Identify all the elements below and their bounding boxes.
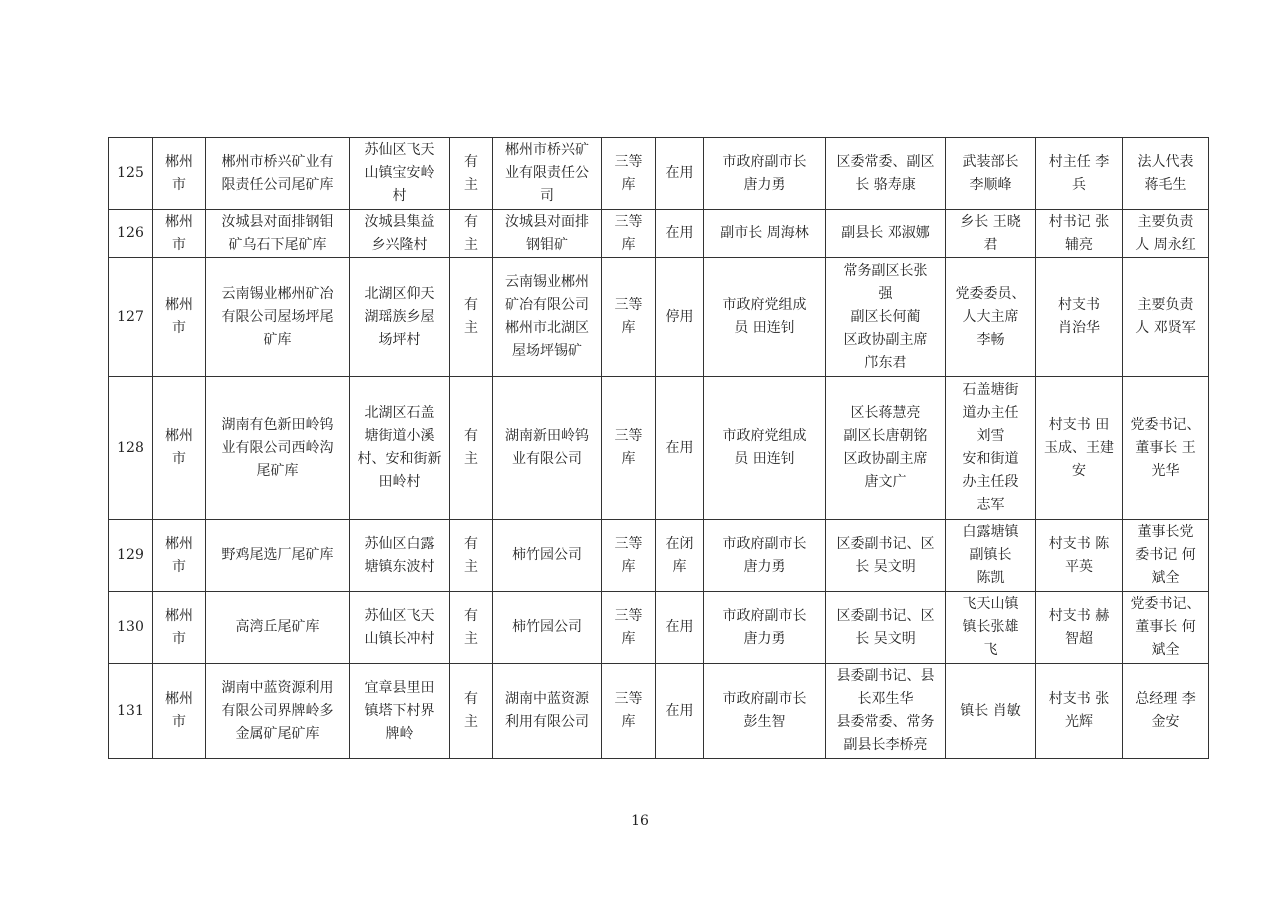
owner-status-cell: 有 主 [450, 210, 493, 258]
usage-status: 在用 [656, 664, 704, 759]
table-row [109, 377, 1209, 520]
dam-grade: 三等 库 [602, 377, 656, 520]
table-row [109, 592, 1209, 664]
table-row [109, 258, 1209, 377]
owning-company: 柿竹园公司 [493, 520, 602, 592]
village-leader: 村支书 张 光辉 [1036, 664, 1123, 759]
dam-grade: 三等 库 [602, 258, 656, 377]
county-leader: 区委常委、副区 长 骆寿康 [826, 138, 946, 210]
tailings-dam-name: 郴州市桥兴矿业有 限责任公司尾矿库 [206, 138, 350, 210]
row-number: 125 [109, 138, 153, 210]
owner-status-cell: 有 主 [450, 138, 493, 210]
row-number: 126 [109, 210, 153, 258]
village-leader: 村支书 陈 平英 [1036, 520, 1123, 592]
town-leader: 武装部长 李顺峰 [946, 138, 1036, 210]
city-gov-leader: 市政府党组成 员 田连钊 [704, 377, 826, 520]
company-leader: 法人代表 蒋毛生 [1123, 138, 1209, 210]
city-cell: 郴州 市 [153, 210, 206, 258]
city-cell: 郴州 市 [153, 138, 206, 210]
dam-grade: 三等 库 [602, 210, 656, 258]
village-leader: 村支书 田 玉成、王建 安 [1036, 377, 1123, 520]
owning-company: 汝城县对面排 钢钼矿 [493, 210, 602, 258]
city-gov-leader: 市政府副市长 唐力勇 [704, 520, 826, 592]
dam-grade: 三等 库 [602, 664, 656, 759]
table-row [109, 520, 1209, 592]
owner-status-cell: 有 主 [450, 664, 493, 759]
usage-status: 在用 [656, 210, 704, 258]
page-number: 16 [631, 813, 649, 829]
row-number: 128 [109, 377, 153, 520]
city-gov-leader: 市政府副市长 唐力勇 [704, 138, 826, 210]
table-body [109, 138, 1209, 759]
owning-company: 湖南新田岭钨 业有限公司 [493, 377, 602, 520]
county-leader: 县委副书记、县 长邓生华 县委常委、常务 副县长李桥亮 [826, 664, 946, 759]
tailings-dam-name: 湖南中蓝资源利用 有限公司界牌岭多 金属矿尾矿库 [206, 664, 350, 759]
owner-status-cell: 有 主 [450, 377, 493, 520]
company-leader: 党委书记、 董事长 何 斌全 [1123, 592, 1209, 664]
location-cell: 北湖区仰天 湖瑶族乡屋 场坪村 [350, 258, 450, 377]
tailings-dam-name: 汝城县对面排钢钼 矿乌石下尾矿库 [206, 210, 350, 258]
city-gov-leader: 市政府副市长 唐力勇 [704, 592, 826, 664]
county-leader: 区委副书记、区 长 吴文明 [826, 592, 946, 664]
city-cell: 郴州 市 [153, 377, 206, 520]
location-cell: 汝城县集益 乡兴隆村 [350, 210, 450, 258]
company-leader: 主要负责 人 周永红 [1123, 210, 1209, 258]
dam-grade: 三等 库 [602, 138, 656, 210]
tailings-dam-table [108, 137, 1209, 759]
town-leader: 飞天山镇 镇长张雄 飞 [946, 592, 1036, 664]
tailings-dam-name: 湖南有色新田岭钨 业有限公司西岭沟 尾矿库 [206, 377, 350, 520]
location-cell: 宜章县里田 镇塔下村界 牌岭 [350, 664, 450, 759]
city-cell: 郴州 市 [153, 520, 206, 592]
village-leader: 村支书 赫 智超 [1036, 592, 1123, 664]
town-leader: 乡长 王晓 君 [946, 210, 1036, 258]
tailings-dam-name: 野鸡尾选厂尾矿库 [206, 520, 350, 592]
county-leader: 常务副区长张 强 副区长何蔺 区政协副主席 邝东君 [826, 258, 946, 377]
usage-status: 在用 [656, 377, 704, 520]
county-leader: 区长蒋慧亮 副区长唐朝铭 区政协副主席 唐文广 [826, 377, 946, 520]
city-cell: 郴州 市 [153, 592, 206, 664]
dam-grade: 三等 库 [602, 520, 656, 592]
company-leader: 董事长党 委书记 何 斌全 [1123, 520, 1209, 592]
county-leader: 副县长 邓淑娜 [826, 210, 946, 258]
village-leader: 村书记 张 辅亮 [1036, 210, 1123, 258]
tailings-dam-name: 云南锡业郴州矿冶 有限公司屋场坪尾 矿库 [206, 258, 350, 377]
company-leader: 党委书记、 董事长 王 光华 [1123, 377, 1209, 520]
city-gov-leader: 市政府党组成 员 田连钊 [704, 258, 826, 377]
village-leader: 村主任 李 兵 [1036, 138, 1123, 210]
table-row [109, 664, 1209, 759]
town-leader: 白露塘镇 副镇长 陈凯 [946, 520, 1036, 592]
usage-status: 停用 [656, 258, 704, 377]
company-leader: 总经理 李 金安 [1123, 664, 1209, 759]
dam-grade: 三等 库 [602, 592, 656, 664]
tailings-dam-name: 高湾丘尾矿库 [206, 592, 350, 664]
row-number: 129 [109, 520, 153, 592]
owning-company: 湖南中蓝资源 利用有限公司 [493, 664, 602, 759]
county-leader: 区委副书记、区 长 吴文明 [826, 520, 946, 592]
town-leader: 镇长 肖敏 [946, 664, 1036, 759]
owner-status-cell: 有 主 [450, 592, 493, 664]
village-leader: 村支书 肖治华 [1036, 258, 1123, 377]
row-number: 130 [109, 592, 153, 664]
owning-company: 郴州市桥兴矿 业有限责任公 司 [493, 138, 602, 210]
owning-company: 柿竹园公司 [493, 592, 602, 664]
usage-status: 在闭 库 [656, 520, 704, 592]
row-number: 127 [109, 258, 153, 377]
company-leader: 主要负责 人 邓贤军 [1123, 258, 1209, 377]
owner-status-cell: 有 主 [450, 258, 493, 377]
owning-company: 云南锡业郴州 矿冶有限公司 郴州市北湖区 屋场坪锡矿 [493, 258, 602, 377]
city-gov-leader: 副市长 周海林 [704, 210, 826, 258]
city-gov-leader: 市政府副市长 彭生智 [704, 664, 826, 759]
owner-status-cell: 有 主 [450, 520, 493, 592]
location-cell: 苏仙区飞天 山镇长冲村 [350, 592, 450, 664]
location-cell: 苏仙区飞天 山镇宝安岭 村 [350, 138, 450, 210]
town-leader: 石盖塘街 道办主任 刘雪 安和街道 办主任段 志军 [946, 377, 1036, 520]
town-leader: 党委委员、 人大主席 李畅 [946, 258, 1036, 377]
city-cell: 郴州 市 [153, 258, 206, 377]
usage-status: 在用 [656, 138, 704, 210]
city-cell: 郴州 市 [153, 664, 206, 759]
location-cell: 苏仙区白露 塘镇东波村 [350, 520, 450, 592]
usage-status: 在用 [656, 592, 704, 664]
row-number: 131 [109, 664, 153, 759]
location-cell: 北湖区石盖 塘街道小溪 村、安和街新 田岭村 [350, 377, 450, 520]
table-row [109, 210, 1209, 258]
table-row [109, 138, 1209, 210]
